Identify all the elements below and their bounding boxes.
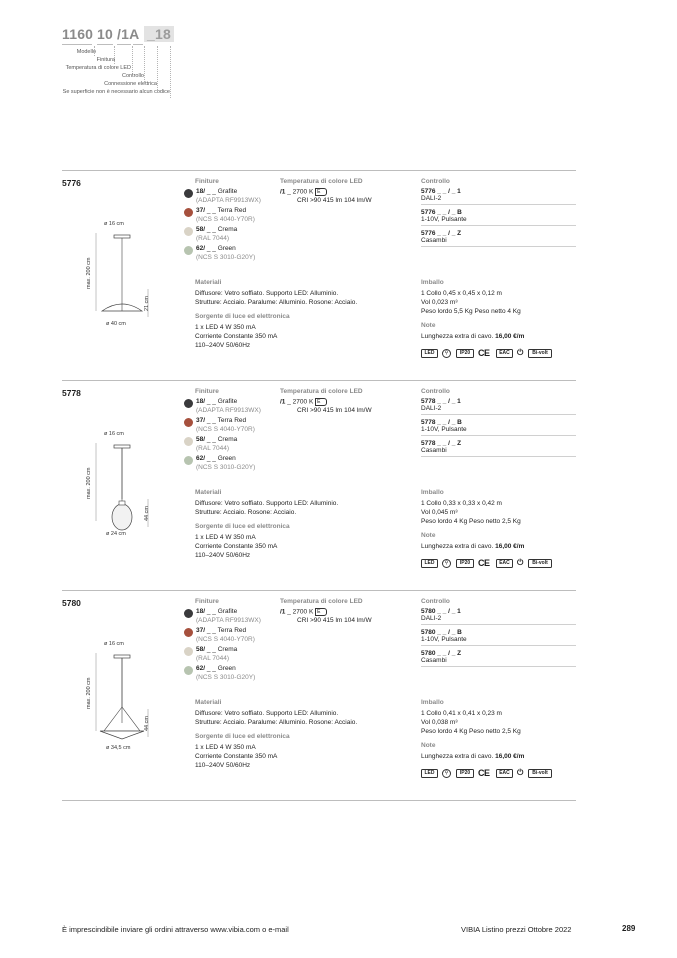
height-dimension: max. 200 cm (86, 467, 92, 499)
light-source-line: 110–240V 50/60Hz (195, 762, 251, 769)
temperatura-heading: Temperatura di colore LED (280, 388, 363, 395)
product-drawing (82, 211, 177, 331)
finish-swatch (184, 647, 193, 656)
code-part-model: 1160 (62, 26, 94, 42)
code-part-finish: 10 (97, 26, 113, 42)
control-desc: DALI-2 (421, 195, 442, 202)
materiali-heading: Materiali (195, 279, 222, 286)
legend-connector (144, 46, 145, 82)
packaging-line: Vol 0,023 m³ (421, 299, 458, 306)
finish-name: Green (217, 455, 236, 462)
finish-spec: (ADAPTA RF9913WX) (196, 407, 261, 414)
finish-blank: _ _ (206, 455, 216, 462)
materiali-heading: Materiali (195, 699, 222, 706)
bottom-rule (62, 800, 576, 801)
dimmable-icon: ⚲ (442, 559, 451, 568)
code-part-connection: _18 (144, 26, 174, 42)
finish-spec: (ADAPTA RF9913WX) (196, 197, 261, 204)
finish-swatch (184, 437, 193, 446)
dimmable-icon: ⚲ (442, 769, 451, 778)
finish-name: Grafite (217, 398, 238, 405)
finish-swatch (184, 666, 193, 675)
control-desc: 1-10V, Pulsante (421, 636, 467, 643)
imballo-heading: Imballo (421, 489, 444, 496)
finish-name: Grafite (217, 188, 238, 195)
page-number: 289 (622, 924, 636, 933)
finish-code: 62/ (196, 245, 206, 252)
control-option (421, 188, 576, 205)
finish-code: 58/ (196, 436, 206, 443)
temperatura-heading: Temperatura di colore LED (280, 178, 363, 185)
finish-blank: _ _ (206, 245, 216, 252)
controllo-heading: Controllo (421, 598, 450, 605)
finish-swatch (184, 189, 193, 198)
body-height-dimension: 21 cm (144, 296, 150, 311)
lamp-drawing-svg (82, 211, 177, 331)
canopy-shape (114, 445, 130, 448)
finish-name: Green (217, 245, 236, 252)
legend-connector (132, 46, 133, 74)
temperatura-heading: Temperatura di colore LED (280, 598, 363, 605)
finish-green (184, 665, 274, 685)
temperature-blank: _ (287, 608, 291, 616)
control-code: 5780 _ _ / _ B (421, 629, 462, 636)
imballo-heading: Imballo (421, 699, 444, 706)
control-option (421, 419, 576, 436)
finish-grafite (184, 188, 274, 208)
finish-crema (184, 436, 274, 456)
legend-label-temp: Temperatura di colore LED (65, 65, 131, 71)
energy-label-icon: E (315, 608, 327, 616)
light-source-line: 1 x LED 4 W 350 mA (195, 324, 256, 331)
underline-model (62, 44, 92, 45)
control-code: 5778 _ _ / _ B (421, 419, 462, 426)
materiali-heading: Materiali (195, 489, 222, 496)
legend-connector (157, 46, 158, 90)
controllo-heading: Controllo (421, 178, 450, 185)
finish-blank: _ _ (206, 207, 216, 214)
finish-name: Terra Red (217, 417, 247, 424)
finish-swatch (184, 227, 193, 236)
light-source-line: Corriente Constante 350 mA (195, 543, 278, 550)
eac-icon: EAC (496, 559, 513, 568)
legend-label-surface: Se superficie non è necessario alcun codice (62, 89, 170, 95)
product-code: 5776 (62, 178, 81, 188)
temperature-kelvin: 2700 K (292, 608, 314, 616)
note-heading: Note (421, 742, 436, 749)
temperature-code: /1 (280, 608, 286, 616)
finish-spec: (NCS S 3010-G20Y) (196, 674, 256, 681)
control-desc: Casambi (421, 447, 447, 454)
packaging-line: Vol 0,038 m³ (421, 719, 458, 726)
materials-line: Strutture: Acciaio. Rosone: Acciaio. (195, 509, 297, 516)
temperature-line (280, 398, 327, 406)
finish-spec: (RAL 7044) (196, 235, 229, 242)
temperature-specs: CRI >90 415 lm 104 lm/W (297, 407, 372, 414)
note-text: Lunghezza extra di cavo. (421, 333, 494, 340)
packaging-line: Peso lordo 5,5 Kg Peso netto 4 Kg (421, 308, 521, 315)
finish-spec: (NCS S 3010-G20Y) (196, 464, 256, 471)
finish-spec: (NCS S 4040-Y70R) (196, 216, 255, 223)
finish-name: Terra Red (217, 207, 247, 214)
plug-icon: ⏻ (517, 768, 523, 777)
finish-blank: _ _ (206, 398, 216, 405)
product-section (62, 380, 576, 590)
note-heading: Note (421, 532, 436, 539)
finish-code: 18/ (196, 608, 206, 615)
light-source-line: 110–240V 50/60Hz (195, 552, 251, 559)
energy-label-icon: E (315, 398, 327, 406)
finish-swatch (184, 399, 193, 408)
control-code: 5780 _ _ / _ 1 (421, 608, 461, 615)
finish-spec: (NCS S 4040-Y70R) (196, 636, 255, 643)
finish-name: Crema (217, 226, 238, 233)
finish-code: 58/ (196, 646, 206, 653)
finish-blank: _ _ (206, 627, 216, 634)
control-code: 5776 _ _ / _ Z (421, 230, 462, 237)
finish-code: 18/ (196, 398, 206, 405)
finish-code: 37/ (196, 207, 206, 214)
materials-line: Diffusore: Vetro soffiato. Supporto LED: Alluminio. (195, 710, 339, 717)
diameter-dimension: ø 24 cm (106, 531, 126, 537)
temperature-specs: CRI >90 415 lm 104 lm/W (297, 197, 372, 204)
control-option (421, 209, 576, 226)
control-code: 5778 _ _ / _ 1 (421, 398, 461, 405)
temperature-line (280, 188, 327, 196)
bivolt-icon: Bi-volt (528, 349, 552, 358)
control-code: 5780 _ _ / _ Z (421, 650, 462, 657)
light-source-line: 1 x LED 4 W 350 mA (195, 534, 256, 541)
bivolt-icon: Bi-volt (528, 769, 552, 778)
packaging-line: Vol 0,045 m³ (421, 509, 458, 516)
note-line (421, 753, 524, 762)
light-source-line: 110–240V 50/60Hz (195, 342, 251, 349)
diameter-dimension: ø 40 cm (106, 321, 126, 327)
finish-green (184, 245, 274, 265)
control-desc: Casambi (421, 657, 447, 664)
note-line (421, 333, 524, 342)
dimmable-icon: ⚲ (442, 349, 451, 358)
finiture-heading: Finiture (195, 178, 219, 185)
underline-temp (117, 44, 131, 45)
finish-blank: _ _ (206, 608, 216, 615)
lamp-drawing-svg (82, 421, 177, 541)
canopy-dimension: ø 16 cm (104, 221, 124, 227)
energy-label-icon: E (315, 188, 327, 196)
body-height-dimension: 44 cm (144, 716, 150, 731)
temperature-kelvin: 2700 K (292, 398, 314, 406)
control-desc: DALI-2 (421, 615, 442, 622)
materials-line: Strutture: Acciaio. Paralume: Alluminio. Rosone: Acciaio. (195, 299, 358, 306)
finish-swatch (184, 208, 193, 217)
finish-name: Crema (217, 436, 238, 443)
plug-icon: ⏻ (517, 348, 523, 357)
control-code: 5776 _ _ / _ 1 (421, 188, 461, 195)
light-source-line: Corriente Constante 350 mA (195, 333, 278, 340)
finish-grafite (184, 398, 274, 418)
ip20-icon: IP20 (456, 349, 474, 358)
product-drawing (82, 631, 177, 751)
finish-swatch (184, 628, 193, 637)
temperature-line (280, 608, 327, 616)
finish-code: 18/ (196, 188, 206, 195)
temperature-code: /1 (280, 188, 286, 196)
eac-icon: EAC (496, 769, 513, 778)
control-option (421, 650, 576, 667)
imballo-heading: Imballo (421, 279, 444, 286)
finish-spec: (ADAPTA RF9913WX) (196, 617, 261, 624)
finish-name: Grafite (217, 608, 238, 615)
finish-code: 62/ (196, 455, 206, 462)
finish-spec: (NCS S 3010-G20Y) (196, 254, 256, 261)
finish-blank: _ _ (206, 665, 216, 672)
code-legend (40, 26, 175, 98)
finish-grafite (184, 608, 274, 628)
note-heading: Note (421, 322, 436, 329)
eac-icon: EAC (496, 349, 513, 358)
canopy-shape (114, 655, 130, 658)
note-line (421, 543, 524, 552)
control-option (421, 398, 576, 415)
ip20-icon: IP20 (456, 559, 474, 568)
packaging-line: Peso lordo 4 Kg Peso netto 2,5 Kg (421, 728, 521, 735)
note-price: 16,00 €/m (495, 543, 525, 550)
note-text: Lunghezza extra di cavo. (421, 753, 494, 760)
temperature-blank: _ (287, 398, 291, 406)
finish-spec: (NCS S 4040-Y70R) (196, 426, 255, 433)
legend-label-control: Controllo (121, 73, 144, 79)
certification-icons (421, 769, 581, 778)
packaging-line: 1 Collo 0,33 x 0,33 x 0,42 m (421, 500, 502, 507)
finish-spec: (RAL 7044) (196, 655, 229, 662)
footer-pricelist: VIBIA Listino prezzi Ottobre 2022 (461, 925, 572, 934)
code-part-temp: /1A (117, 26, 140, 42)
finish-crema (184, 646, 274, 666)
finiture-heading: Finiture (195, 598, 219, 605)
finish-code: 62/ (196, 665, 206, 672)
lamp-drawing-svg (82, 631, 177, 751)
control-option (421, 629, 576, 646)
temperature-blank: _ (287, 188, 291, 196)
certification-icons (421, 349, 581, 358)
ce-mark-icon: CE (478, 558, 490, 568)
body-height-dimension: 44 cm (144, 506, 150, 521)
light-source-line: Corriente Constante 350 mA (195, 753, 278, 760)
light-source-line: 1 x LED 4 W 350 mA (195, 744, 256, 751)
control-desc: 1-10V, Pulsante (421, 216, 467, 223)
glass-globe-shape (112, 504, 132, 530)
note-text: Lunghezza extra di cavo. (421, 543, 494, 550)
bivolt-icon: Bi-volt (528, 559, 552, 568)
materials-line: Diffusore: Vetro soffiato. Supporto LED: Alluminio. (195, 500, 339, 507)
finish-code: 58/ (196, 226, 206, 233)
control-option (421, 440, 576, 457)
control-option (421, 230, 576, 247)
legend-connector (170, 46, 171, 98)
materials-line: Diffusore: Vetro soffiato. Supporto LED: Alluminio. (195, 290, 339, 297)
control-option (421, 608, 576, 625)
finish-name: Terra Red (217, 627, 247, 634)
led-icon: LED (421, 349, 438, 358)
packaging-line: 1 Collo 0,45 x 0,45 x 0,12 m (421, 290, 502, 297)
height-dimension: max. 200 cm (86, 257, 92, 289)
canopy-dimension: ø 16 cm (104, 431, 124, 437)
temperature-code: /1 (280, 398, 286, 406)
sorgente-heading: Sorgente di luce ed elettronica (195, 733, 290, 740)
finish-swatch (184, 246, 193, 255)
note-price: 16,00 €/m (495, 753, 525, 760)
finiture-heading: Finiture (195, 388, 219, 395)
finish-blank: _ _ (206, 188, 216, 195)
product-drawing (82, 421, 177, 541)
finish-terra-red (184, 627, 274, 647)
sorgente-heading: Sorgente di luce ed elettronica (195, 313, 290, 320)
note-price: 16,00 €/m (495, 333, 525, 340)
control-code: 5778 _ _ / _ Z (421, 440, 462, 447)
sorgente-heading: Sorgente di luce ed elettronica (195, 523, 290, 530)
product-section (62, 590, 576, 820)
control-desc: DALI-2 (421, 405, 442, 412)
finish-terra-red (184, 417, 274, 437)
packaging-line: Peso lordo 4 Kg Peso netto 2,5 Kg (421, 518, 521, 525)
canopy-shape (114, 235, 130, 238)
underline-finish (97, 44, 113, 45)
finish-crema (184, 226, 274, 246)
finish-name: Crema (217, 646, 238, 653)
legend-label-finish: Finitura (96, 57, 115, 63)
legend-label-connection: Connessione elettrica (104, 81, 157, 87)
canopy-dimension: ø 16 cm (104, 641, 124, 647)
finish-blank: _ _ (206, 436, 216, 443)
finish-spec: (RAL 7044) (196, 445, 229, 452)
ip20-icon: IP20 (456, 769, 474, 778)
finish-code: 37/ (196, 627, 206, 634)
finish-swatch (184, 456, 193, 465)
packaging-line: 1 Collo 0,41 x 0,41 x 0,23 m (421, 710, 502, 717)
temperature-kelvin: 2700 K (292, 188, 314, 196)
finish-code: 37/ (196, 417, 206, 424)
controllo-heading: Controllo (421, 388, 450, 395)
plug-icon: ⏻ (517, 558, 523, 567)
footer-order-note: È imprescindibile inviare gli ordini attraverso www.vibia.com o e-mail (62, 925, 289, 934)
underline-control (133, 44, 143, 45)
ce-mark-icon: CE (478, 348, 490, 358)
finish-name: Green (217, 665, 236, 672)
finish-green (184, 455, 274, 475)
socket-shape (119, 501, 125, 505)
certification-icons (421, 559, 581, 568)
ce-mark-icon: CE (478, 768, 490, 778)
control-desc: 1-10V, Pulsante (421, 426, 467, 433)
finish-blank: _ _ (206, 646, 216, 653)
product-code: 5780 (62, 598, 81, 608)
height-dimension: max. 200 cm (86, 677, 92, 709)
shade-shape (100, 731, 144, 739)
control-desc: Casambi (421, 237, 447, 244)
diameter-dimension: ø 34,5 cm (106, 745, 131, 751)
finish-blank: _ _ (206, 417, 216, 424)
temperature-specs: CRI >90 415 lm 104 lm/W (297, 617, 372, 624)
finish-terra-red (184, 207, 274, 227)
control-code: 5776 _ _ / _ B (421, 209, 462, 216)
materials-line: Strutture: Acciaio. Paralume: Alluminio. Rosone: Acciaio. (195, 719, 358, 726)
finish-swatch (184, 418, 193, 427)
led-icon: LED (421, 769, 438, 778)
product-section (62, 170, 576, 380)
led-icon: LED (421, 559, 438, 568)
product-code: 5778 (62, 388, 81, 398)
legend-label-model: Modello (76, 49, 96, 55)
finish-swatch (184, 609, 193, 618)
finish-blank: _ _ (206, 226, 216, 233)
